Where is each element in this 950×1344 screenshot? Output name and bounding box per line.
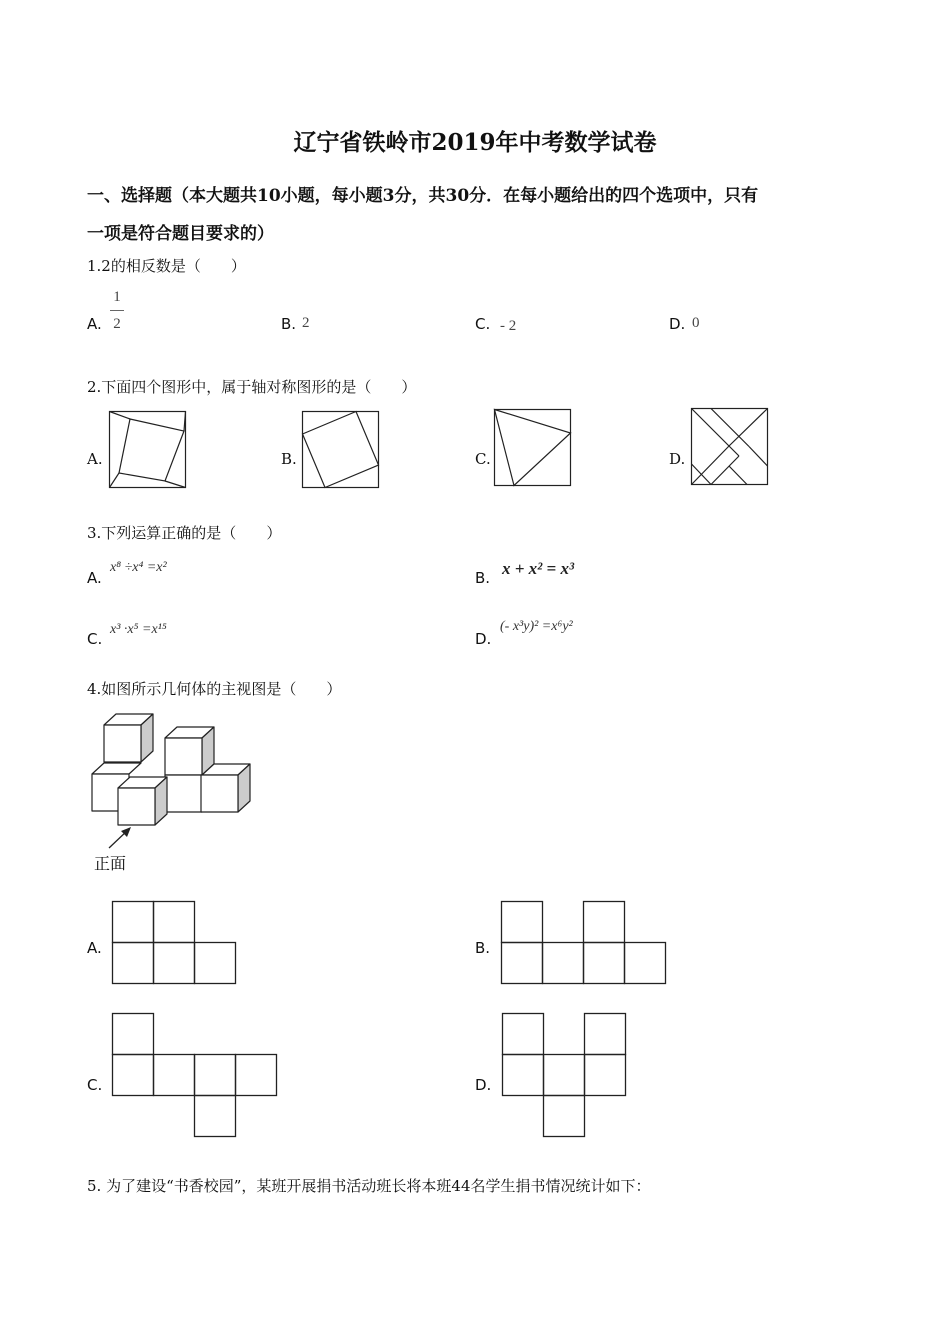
q4-front-label: 正面 (94, 854, 127, 873)
q1-option-a-fraction-bar (110, 310, 124, 311)
section-heading-line2: 一项是符合题目要求的） (87, 224, 274, 244)
q1-option-d-label: D. (669, 315, 686, 333)
q2-figure-a (109, 411, 187, 489)
q3-option-a-label: A. (87, 569, 102, 587)
q1-option-b-value: 2 (302, 315, 310, 331)
q4-option-b-label: B. (475, 939, 491, 957)
q3-option-c-expression: x³ ·x⁵ =x¹⁵ (110, 622, 167, 637)
question-1-stem: 1.2的相反数是（ ） (87, 257, 246, 275)
q2-figure-b (302, 411, 380, 489)
q2-option-c-label: C. (475, 450, 491, 468)
q2-figure-d (691, 408, 769, 486)
q3-option-c-label: C. (87, 630, 103, 648)
q2-option-b-label: B. (281, 450, 297, 468)
question-5-stem: 5. 为了建设“书香校园”，某班开展捐书活动班长将本班44名学生捐书情况统计如下： (87, 1177, 651, 1195)
q1-option-a-denominator: 2 (113, 316, 121, 332)
question-4-stem: 4.如图所示几何体的主视图是（ ） (87, 680, 342, 698)
q3-option-d-label: D. (475, 630, 492, 648)
q3-option-a-expression: x⁸ ÷x⁴ =x² (110, 560, 167, 575)
q1-option-d-value: 0 (692, 315, 700, 331)
q1-option-c-label: C. (475, 315, 491, 333)
q3-option-d-expression: (- x³y)² =x⁶y² (500, 619, 573, 634)
q2-option-a-label: A. (87, 450, 103, 468)
q4-option-d-label: D. (475, 1076, 492, 1094)
q4-figure-b (501, 901, 668, 986)
question-2-stem: 2.下面四个图形中，属于轴对称图形的是（ ） (87, 378, 417, 396)
q4-figure-c (112, 1013, 279, 1139)
section-heading-line1: 一、选择题（本大题共10小题，每小题3分，共30分．在每小题给出的四个选项中，只有 (87, 186, 759, 206)
q1-option-a-numerator: 1 (113, 289, 121, 305)
q4-option-a-label: A. (87, 939, 102, 957)
q3-option-b-expression: x + x² = x³ (502, 559, 575, 578)
q4-option-c-label: C. (87, 1076, 103, 1094)
q1-option-b-label: B. (281, 315, 297, 333)
q3-option-b-label: B. (475, 569, 491, 587)
q1-option-a-label: A. (87, 315, 102, 333)
question-3-stem: 3.下列运算正确的是（ ） (87, 524, 282, 542)
q1-option-c-value: - 2 (500, 318, 517, 334)
page-title: 辽宁省铁岭市2019年中考数学试卷 (293, 129, 657, 156)
q2-option-d-label: D. (669, 450, 686, 468)
q4-figure-a (112, 901, 238, 986)
q4-figure-d (502, 1013, 628, 1139)
q2-figure-c (494, 409, 572, 487)
